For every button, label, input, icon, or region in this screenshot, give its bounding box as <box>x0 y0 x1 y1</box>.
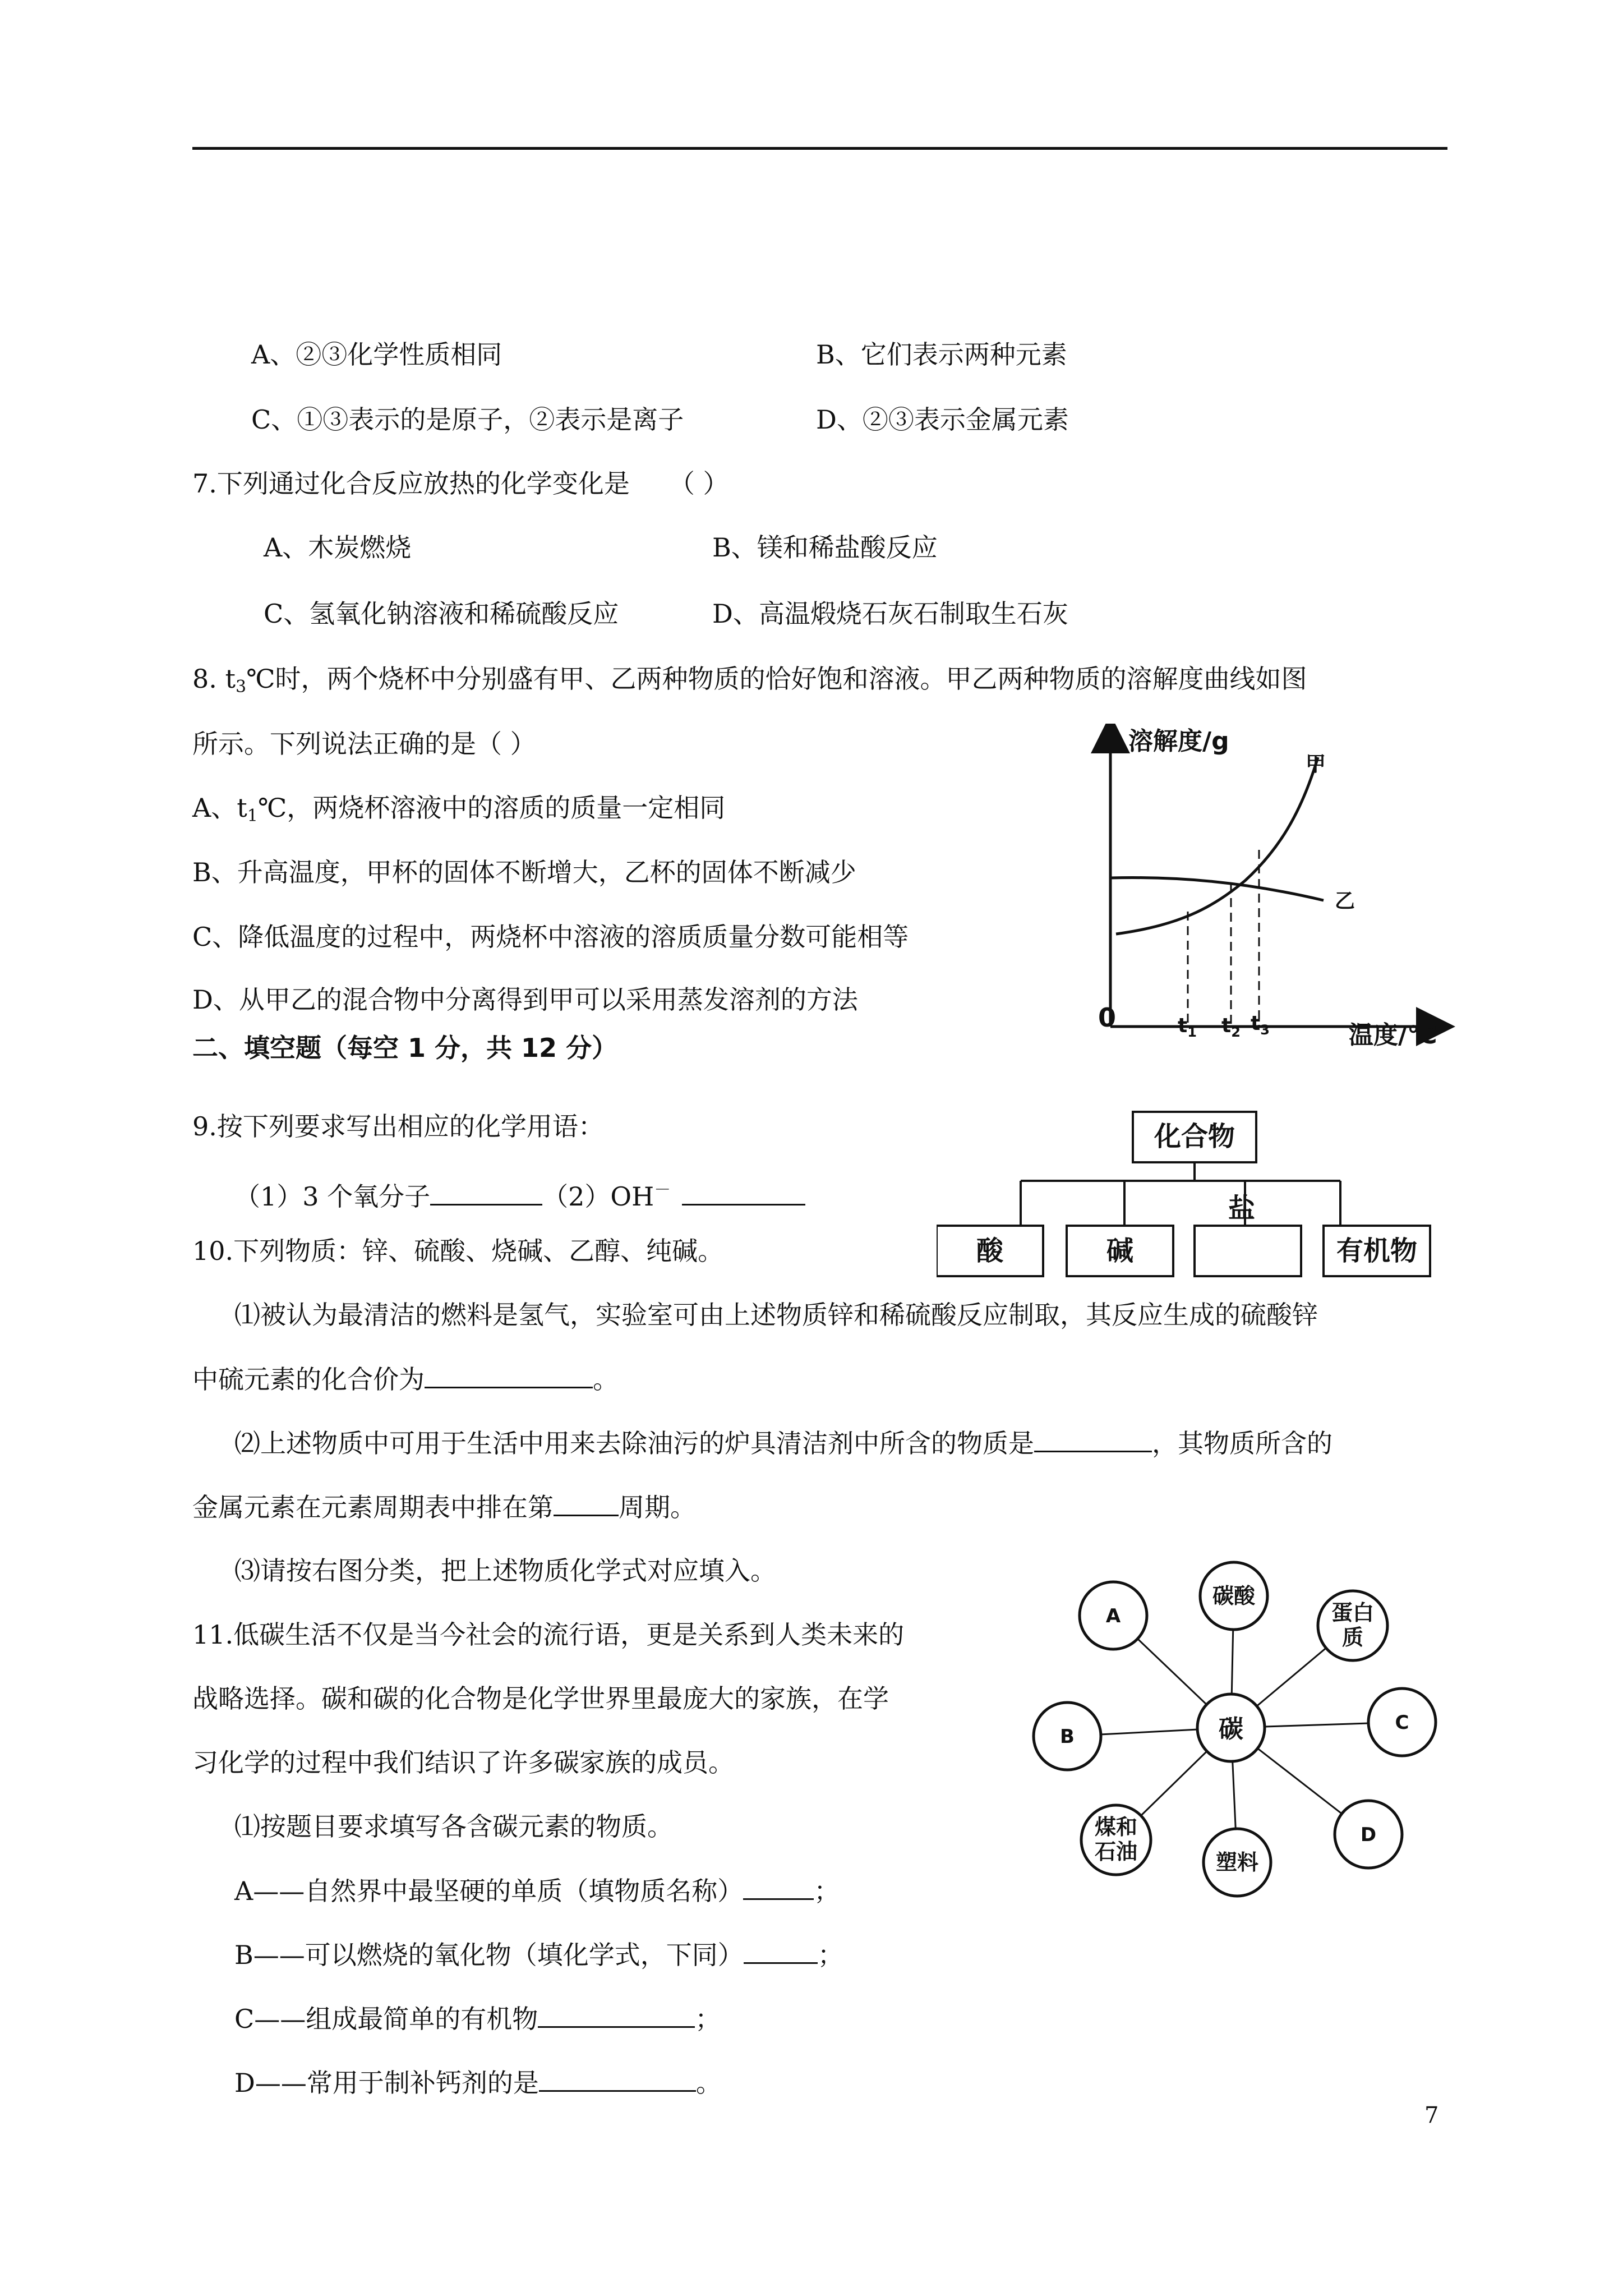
y-axis-label: 溶解度/g <box>1128 727 1229 756</box>
q8-option-c: C、降低温度的过程中，两烧杯中溶液的溶质质量分数可能相等 <box>192 922 909 952</box>
node-salt-label: 盐 <box>1228 1193 1256 1224</box>
x-axis-label: 温度/℃ <box>1349 1021 1437 1050</box>
q10-part1-line2 <box>192 1362 619 1396</box>
q7-option-b: B、镁和稀盐酸反应 <box>712 532 938 563</box>
q8-stem-line1 <box>192 662 1307 704</box>
q9-parts <box>234 1174 805 1213</box>
node-base-label: 碱 <box>1106 1235 1134 1267</box>
q10-part2-text-d: 周期。 <box>619 1492 696 1522</box>
node-d-label: D <box>1360 1824 1377 1846</box>
classification-diagram <box>937 1105 1458 1290</box>
q10-part2-line2 <box>192 1490 696 1524</box>
curve-yi <box>1110 877 1324 900</box>
q8-stem-suffix: ℃时，两个烧杯中分别盛有甲、乙两种物质的恰好饱和溶液。甲乙两种物质的溶解度曲线如图 <box>246 664 1307 694</box>
q7-option-c: C、氢氧化钠溶液和稀硫酸反应 <box>264 599 619 629</box>
node-acid-label: 酸 <box>976 1235 1004 1267</box>
q7-stem <box>192 467 729 500</box>
q8-option-a-suffix: ℃，两烧杯溶液中的溶质的质量一定相同 <box>257 793 726 823</box>
node-salt-box[interactable] <box>1195 1226 1301 1276</box>
q11-line-b-end: ； <box>817 1940 843 1970</box>
page-number: 7 <box>1424 2102 1439 2128</box>
node-plastic-label: 塑料 <box>1215 1850 1259 1875</box>
node-a-label: A <box>1105 1605 1121 1627</box>
q10-part2-text-c: 金属元素在元素周期表中排在第 <box>192 1492 554 1522</box>
q9-part1-label: （1）3 个氧分子 <box>234 1181 431 1212</box>
q10-part1-end: 。 <box>593 1364 619 1395</box>
q11-stem-line1: 11.低碳生活不仅是当今社会的流行语，更是关系到人类未来的 <box>192 1619 905 1650</box>
q11-line-c <box>234 2001 721 2036</box>
q10-part1-line1: ⑴被认为最清洁的燃料是氢气，实验室可由上述物质锌和稀硫酸反应制取，其反应生成的硫酸锌 <box>234 1300 1318 1330</box>
q11-line-c-blank[interactable] <box>538 2001 695 2028</box>
curve-jia <box>1116 757 1318 934</box>
origin-label: 0 <box>1098 1002 1117 1033</box>
q7-option-a: A、木炭燃烧 <box>264 532 412 563</box>
q9-part1-blank[interactable] <box>430 1179 542 1205</box>
node-b-label: B <box>1060 1726 1075 1748</box>
q10-part2-line1 <box>234 1426 1332 1460</box>
q10-part2-blank1[interactable] <box>1034 1426 1152 1452</box>
q11-line-b <box>234 1938 843 1972</box>
q10-part1-blank[interactable] <box>425 1362 593 1388</box>
q11-line-d-text: D——常用于制补钙剂的是 <box>234 2068 539 2098</box>
q11-line-c-end: ； <box>695 2004 721 2034</box>
q11-line-a-end: ； <box>814 1876 840 1906</box>
q6-option-c: C、①③表示的是原子，②表示是离子 <box>251 404 684 435</box>
q8-stem-line2: 所示。下列说法正确的是（ ） <box>192 729 536 759</box>
q11-stem-line3: 习化学的过程中我们结识了许多碳家族的成员。 <box>192 1747 734 1778</box>
node-compound-label: 化合物 <box>1154 1121 1235 1152</box>
q11-stem-line2: 战略选择。碳和碳的化合物是化学世界里最庞大的家族，在学 <box>192 1683 889 1714</box>
node-c-label: C <box>1395 1711 1409 1734</box>
q8-option-a-prefix: A、t <box>192 793 247 823</box>
q10-stem: 10.下列物质：锌、硫酸、烧碱、乙醇、纯碱。 <box>192 1236 724 1266</box>
q11-part1: ⑴按题目要求填写各含碳元素的物质。 <box>234 1811 673 1842</box>
q11-line-b-text: B——可以燃烧的氧化物（填化学式，下同） <box>234 1940 744 1970</box>
q6-option-b: B、它们表示两种元素 <box>816 339 1067 370</box>
q11-line-a-blank[interactable] <box>743 1874 814 1900</box>
node-coal-oil-label-1: 煤和 <box>1094 1815 1138 1839</box>
q9-part2-blank[interactable] <box>682 1179 805 1205</box>
q9-part2-label: （2）OH <box>542 1181 654 1212</box>
q7-option-d: D、高温煅烧石灰石制取生石灰 <box>712 599 1068 629</box>
q11-line-b-blank[interactable] <box>744 1938 818 1964</box>
node-protein-label-2: 质 <box>1341 1625 1364 1650</box>
q11-line-d-blank[interactable] <box>539 2065 696 2092</box>
node-coal-oil-label-2: 石油 <box>1094 1839 1138 1864</box>
q11-line-d <box>234 2065 722 2100</box>
q11-line-a <box>234 1874 840 1908</box>
q7-answer-paren: （ ） <box>668 468 729 499</box>
q10-part2-blank2[interactable] <box>554 1490 619 1516</box>
q6-option-a: A、②③化学性质相同 <box>251 339 502 370</box>
node-carbon-label: 碳 <box>1219 1715 1243 1743</box>
q8-option-a <box>192 791 725 833</box>
q8-stem-subscript: 3 <box>236 677 247 697</box>
q11-line-d-end: 。 <box>695 2068 722 2098</box>
q8-option-a-subscript: 1 <box>247 806 258 826</box>
q7-stem-text: 7.下列通过化合反应放热的化学变化是 <box>192 468 630 499</box>
t2-label: $t_2$ <box>1221 1014 1241 1040</box>
solubility-chart <box>1066 724 1458 1060</box>
header-rule <box>192 147 1447 150</box>
q8-option-d: D、从甲乙的混合物中分离得到甲可以采用蒸发溶剂的方法 <box>192 984 858 1015</box>
q8-option-b: B、升高温度，甲杯的固体不断增大，乙杯的固体不断减少 <box>192 857 856 887</box>
q6-option-d: D、②③表示金属元素 <box>816 404 1069 435</box>
carbon-family-diagram <box>1026 1537 1453 1930</box>
t1-label: $t_1$ <box>1178 1014 1197 1040</box>
curve-jia-label: 甲 <box>1306 753 1326 776</box>
node-protein-label-1: 蛋白 <box>1331 1600 1375 1625</box>
q10-part2-text-a: ⑵上述物质中可用于生活中用来去除油污的炉具清洁剂中所含的物质是 <box>234 1428 1034 1458</box>
section-2-title: 二、填空题（每空 1 分，共 12 分） <box>192 1033 618 1063</box>
node-carbonic-acid-label: 碳酸 <box>1212 1584 1256 1608</box>
curve-yi-label: 乙 <box>1335 890 1355 913</box>
node-organic-label: 有机物 <box>1336 1235 1418 1267</box>
t3-label: $t_3$ <box>1251 1012 1270 1038</box>
q9-stem: 9.按下列要求写出相应的化学用语： <box>192 1111 604 1142</box>
q11-line-c-text: C——组成最简单的有机物 <box>234 2004 538 2034</box>
q9-part2-superscript: － <box>654 1180 671 1200</box>
q10-part3: ⑶请按右图分类，把上述物质化学式对应填入。 <box>234 1556 776 1586</box>
q11-line-a-text: A——自然界中最坚硬的单质（填物质名称） <box>234 1876 744 1906</box>
q8-stem-prefix: 8. t <box>192 664 236 694</box>
q10-part2-text-b: ，其物质所含的 <box>1152 1428 1332 1458</box>
q10-part1-text: 中硫元素的化合价为 <box>192 1364 425 1395</box>
